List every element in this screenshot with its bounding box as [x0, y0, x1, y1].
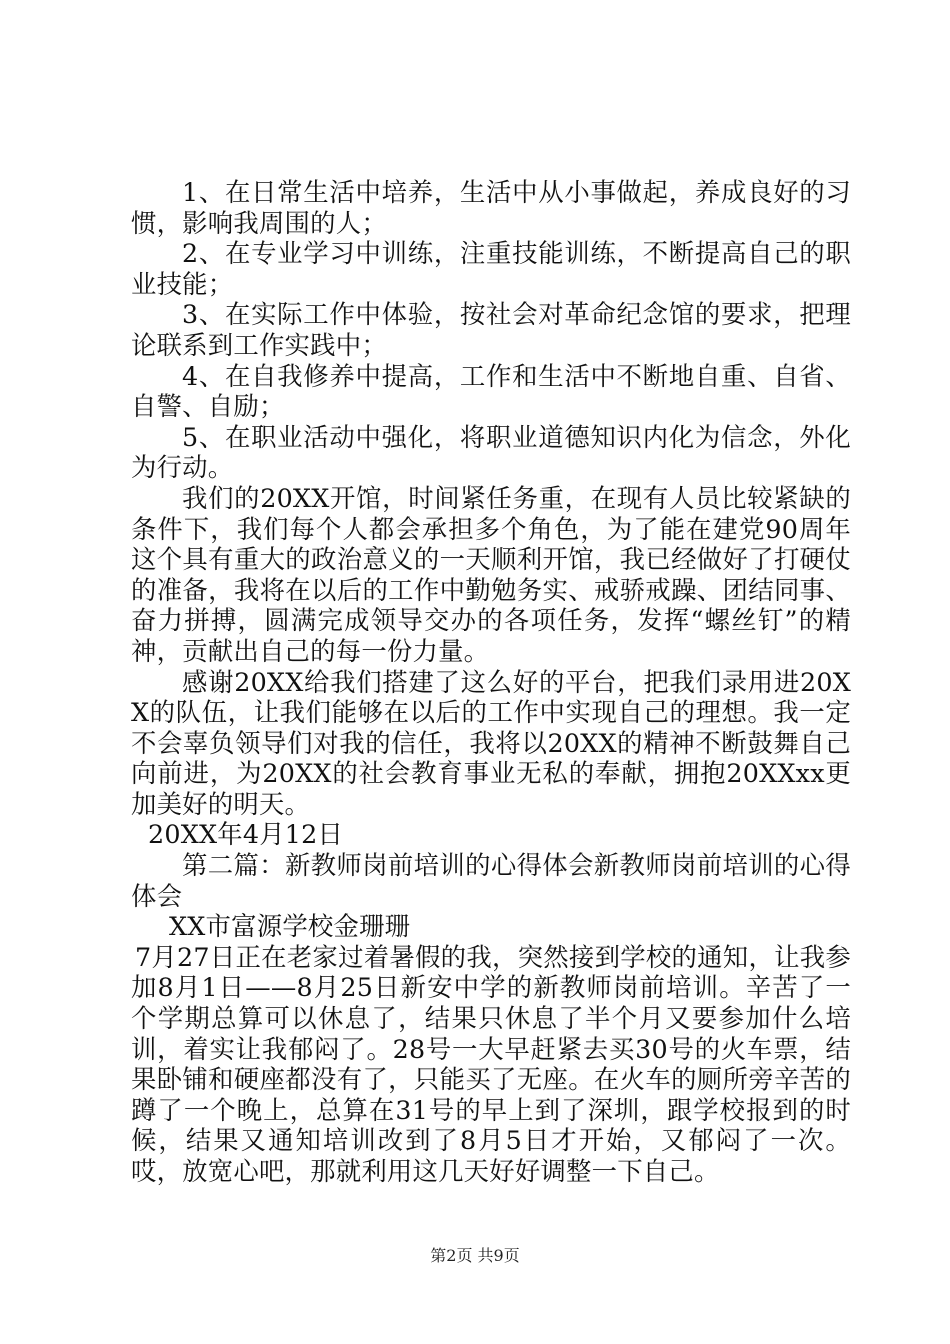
- paragraph-4: 4、在自我修养中提高，工作和生活中不断地自重、自省、自警、自励；: [131, 360, 851, 422]
- paragraph-3: 3、在实际工作中体验，按社会对革命纪念馆的要求，把理论联系到工作实践中；: [131, 299, 851, 360]
- date-line: 20XX年4月12日: [148, 819, 344, 850]
- document-body: [131, 177, 851, 1187]
- paragraph-thanks: 感谢20XX给我们搭建了这么好的平台，把我们录用进20XX的队伍，让我们能够在以后的工作中实现自己的理想。我一定不会辜负领导们对我的信任，我将以20XX的精神不断鼓舞自己向前进，为20XX的社会教育事业无私的奉献，拥抱20XXxx更加美好的明天。: [131, 666, 851, 819]
- paragraph-opening-preparation: 我们的20XX开馆，时间紧任务重，在现有人员比较紧缺的条件下，我们每个人都会承担多个角色，为了能在建党90周年这个具有重大的政治意义的一天顺利开馆，我已经做好了打硬仗的准备，我将在以后的工作中勤勉务实、戒骄戒躁、团结同事、奋力拼搏，圆满完成领导交办的各项任务，发挥“螺丝钉”的精神，贡献出自己的每一份力量。: [131, 482, 851, 666]
- page-footer: 第2页 共9页: [430, 1246, 520, 1265]
- paragraph-1: 1、在日常生活中培养，生活中从小事做起，养成良好的习惯，影响我周围的人；: [131, 177, 851, 238]
- author-line: XX市富源学校金珊珊: [169, 911, 411, 942]
- paragraph-2: 2、在专业学习中训练，注重技能训练，不断提高自己的职业技能；: [131, 238, 851, 299]
- section-heading: 第二篇：新教师岗前培训的心得体会新教师岗前培训的心得体会: [131, 850, 851, 911]
- paragraph-training-story: 7月27日正在老家过着暑假的我，突然接到学校的通知，让我参加8月1日——8月25日新安中学的新教师岗前培训。辛苦了一个学期总算可以休息了，结果只休息了半个月又要参加什么培训，着实让我郁闷了。28号一大早赶紧去买30号的火车票，结果卧铺和硬座都没有了，只能买了无座。在火车的厕所旁辛苦的蹲了一个晚上，总算在31号的早上到了深圳，跟学校报到的时候，结果又通知培训改到了8月5日才开始，又郁闷了一次。哎，放宽心吧，那就利用这几天好好调整一下自己。: [131, 941, 851, 1186]
- paragraph-5: 5、在职业活动中强化，将职业道德知识内化为信念，外化为行动。: [131, 421, 851, 483]
